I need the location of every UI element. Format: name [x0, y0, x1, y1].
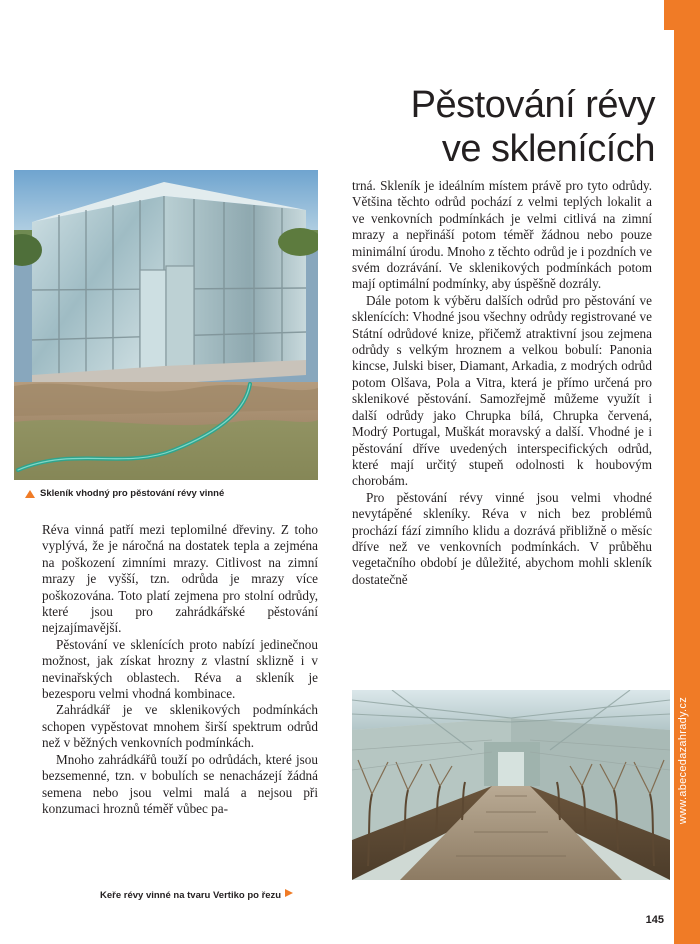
top-image-caption: [40, 488, 330, 499]
greenhouse-interior-image: [352, 690, 670, 880]
top-image-caption-text: Skleník vhodný pro pěstování révy vinné: [40, 488, 225, 499]
paragraph: Dále potom k výběru dalších odrůd pro pěstování ve sklenících: Vhodné jsou všechny odrůdy registrované ve Státní odrůdové knize, přičemž atraktivní jsou zejmena odrůdy s velkým hroznem a velkou bobulí: Panonia kincse, Julski biser, Diamant, Arkadia, z modrých odrůd potom Olšava, Pola a Vitra, která je přímo určená pro sklenikové pěstování. Samozřejmě můžeme využít i další odrůdy jako Chrupka bílá, Chrupka červená, Modrý Portugal, Muškát moravský a další. Vhodné je i pěstování dříve uvedených interspecifických odrůd, které mají určitý stupeň odolnosti k houbovým chorobám.: [352, 292, 652, 489]
bottom-image-caption: [100, 889, 360, 901]
paragraph: trná. Skleník je ideálním místem právě pro tyto odrůdy. Většina těchto odrůd pochází z velmi teplých lokalit a ve venkovních podmínkách je velmi citlivá na zimní mrazy a nepřináší potom téměř žádnou nebo pouze minimální úrodu. Mnoho z těchto odrůd je i pozdních ve svém dozrávání. Ve sklenikových podmínkách potom mají optimální podmínky, aby úspěšně dozrály.: [352, 178, 652, 292]
paragraph: Mnoho zahrádkářů touží po odrůdách, které jsou bezsemenné, tzn. v bobulích se nenacházejí žádná semena nebo jsou velmi malá a nejsou při konzumaci hroznů téměř vůbec pa-: [42, 751, 318, 816]
greenhouse-exterior-image: [14, 170, 318, 480]
page-title: [300, 83, 655, 171]
side-bar-notch: [664, 0, 674, 30]
body-column-right: [352, 178, 652, 588]
page-title-line-1: Pěstování révy: [410, 84, 655, 127]
website-url: www.abecedazahrady.cz: [677, 696, 689, 824]
triangle-right-icon: [285, 889, 293, 897]
paragraph: Réva vinná patří mezi teplomilné dřeviny. Z toho vyplývá, že je náročná na dostatek tepla a zejména na poškození zimními mrazy. Citlivost na zimní mrazy je vyšší, tzn. odrůda je mrazy více poškozována. Toto platí zejmena pro stolní odrůdy, které jsou pro zahrádkářské pěstování nejzajímavější.: [42, 522, 318, 636]
body-column-left: [42, 522, 318, 817]
paragraph: Pro pěstování révy vinné jsou velmi vhodné nevytápěné skleníky. Réva v nich bez problémů prochází fází zimního klidu a dozrává přibližně o měsíc dříve než ve venkovních podmínkách. V průběhu vegetačního období je důležité, abychom mohli skleník dostatečně: [352, 489, 652, 587]
triangle-up-icon: [25, 490, 35, 498]
paragraph: Pěstování ve sklenících proto nabízí jedinečnou možnost, jak získat hrozny z vlastní sklizně i v nevinařských oblastech. Réva a skleník je bezesporu velmi vhodná kombinace.: [42, 636, 318, 702]
paragraph: Zahrádkář je ve sklenikových podmínkách schopen vypěstovat mnohem širší spektrum odrůd než v běžných venkovních podmínkách.: [42, 702, 318, 751]
page-number: 145: [645, 914, 664, 926]
bottom-image-caption-text: Keře révy vinné na tvaru Vertiko po řezu: [100, 890, 282, 901]
page-title-line-2: ve sklenících: [441, 128, 655, 171]
